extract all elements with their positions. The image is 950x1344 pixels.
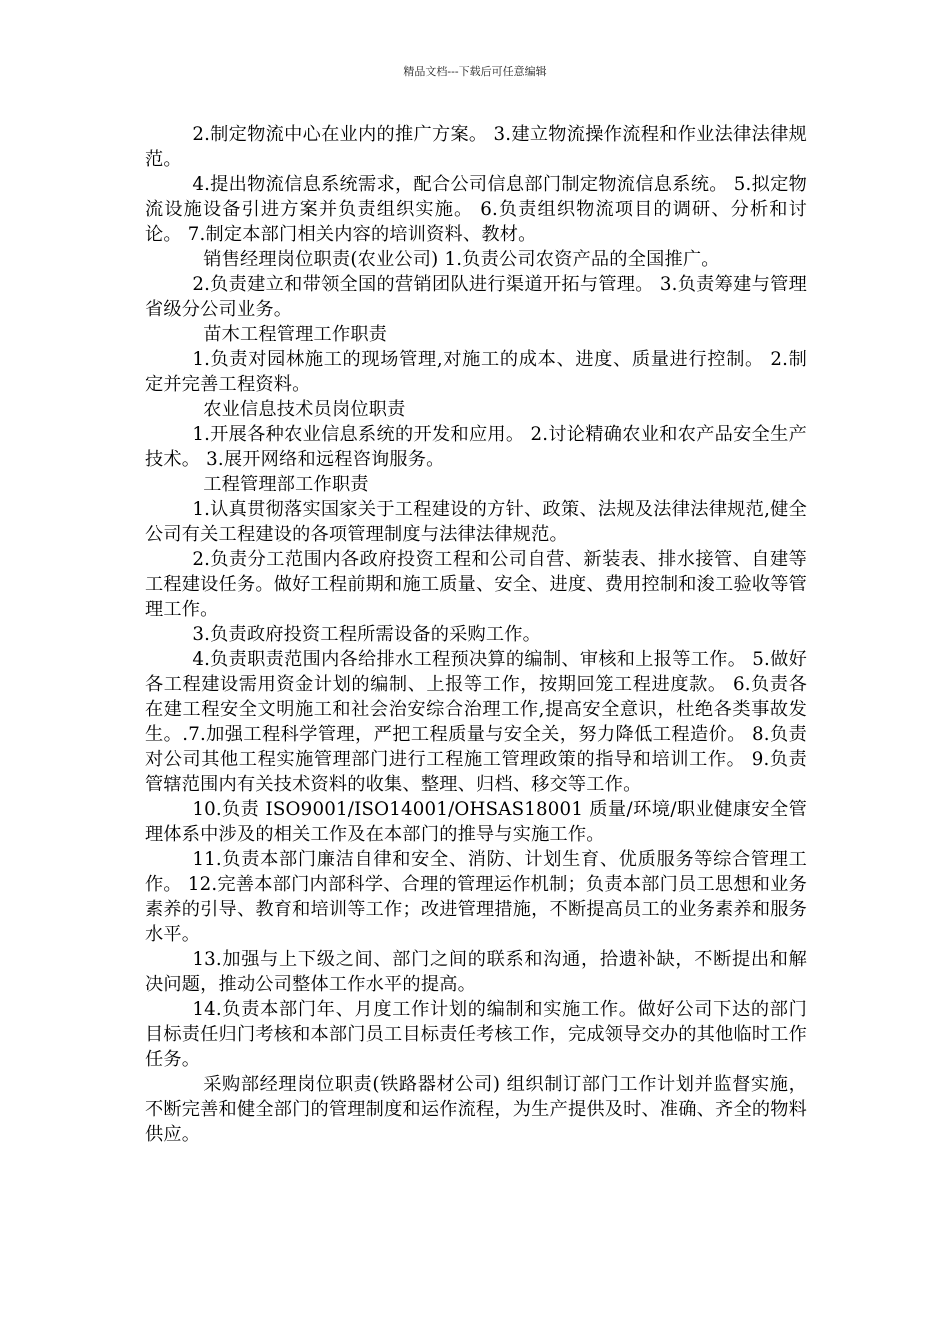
- section-heading: 销售经理岗位职责(农业公司) 1.负责公司农资产品的全国推广。: [203, 249, 720, 270]
- page-header: 精品文档---下载后可任意编辑: [403, 65, 547, 78]
- section-heading: 工程管理部工作职责: [203, 474, 369, 495]
- paragraph: 2.负责建立和带领全国的营销团队进行渠道开拓与管理。 3.负责筹建与管理省级分公司业务。: [145, 274, 807, 320]
- section-heading: 采购部经理岗位职责(铁路器材公司) 组织制订部门工作计划并监督实施，不断完善和健全部门的管理制度和运作流程，为生产提供及时、准确、齐全的物料供应。: [145, 1074, 807, 1145]
- paragraph: 1.认真贯彻落实国家关于工程建设的方针、政策、法规及法律法律规范,健全公司有关工程建设的各项管理制度与法律法律规范。: [145, 499, 807, 545]
- paragraph: 1.负责对园林施工的现场管理,对施工的成本、进度、质量进行控制。 2.制定并完善工程资料。: [145, 349, 807, 395]
- section-heading: 苗木工程管理工作职责: [203, 324, 388, 345]
- paragraph: 2.负责分工范围内各政府投资工程和公司自营、新装表、排水接管、自建等工程建设任务。做好工程前期和施工质量、安全、进度、费用控制和浚工验收等管理工作。: [145, 549, 807, 620]
- paragraph: 4.负责职责范围内各给排水工程预决算的编制、审核和上报等工作。 5.做好各工程建设需用资金计划的编制、上报等工作，按期回笼工程进度款。 6.负责各在建工程安全文明施工和社会治安综合治理工作,提高安全意识，杜绝各类事故发生。.7.加强工程科学管理，严把工程质量与安全关，努力降低工程造价。 8.负责对公司其他工程实施管理部门进行工程施工管理政策的指导和培训工作。 9.负责管辖范围内有关技术资料的收集、整理、归档、移交等工作。: [145, 649, 808, 795]
- paragraph: 3.负责政府投资工程所需设备的采购工作。: [192, 624, 542, 645]
- document-body: [145, 122, 807, 1147]
- paragraph: 11.负责本部门廉洁自律和安全、消防、计划生育、优质服务等综合管理工作。 12.完善本部门内部科学、合理的管理运作机制；负责本部门员工思想和业务素养的引导、教育和培训等工作；改进管理措施，不断提高员工的业务素养和服务水平。: [145, 849, 807, 945]
- paragraph: 13.加强与上下级之间、部门之间的联系和沟通，拾遗补缺，不断提出和解决问题，推动公司整体工作水平的提高。: [145, 949, 807, 995]
- paragraph: 2.制定物流中心在业内的推广方案。 3.建立物流操作流程和作业法律法律规范。: [145, 124, 807, 170]
- paragraph: 14.负责本部门年、月度工作计划的编制和实施工作。做好公司下达的部门目标责任归门考核和本部门员工目标责任考核工作，完成领导交办的其他临时工作任务。: [145, 999, 807, 1070]
- section-heading: 农业信息技术员岗位职责: [203, 399, 406, 420]
- paragraph: 4.提出物流信息系统需求，配合公司信息部门制定物流信息系统。 5.拟定物流设施设备引进方案并负责组织实施。 6.负责组织物流项目的调研、分析和讨论。 7.制定本部门相关内容的培训资料、教材。: [145, 174, 807, 245]
- paragraph: 1.开展各种农业信息系统的开发和应用。 2.讨论精确农业和农产品安全生产技术。 3.展开网络和远程咨询服务。: [145, 424, 808, 470]
- paragraph: 10.负责 ISO9001/ISO14001/OHSAS18001 质量/环境/职业健康安全管理体系中涉及的相关工作及在本部门的推导与实施工作。: [145, 799, 807, 845]
